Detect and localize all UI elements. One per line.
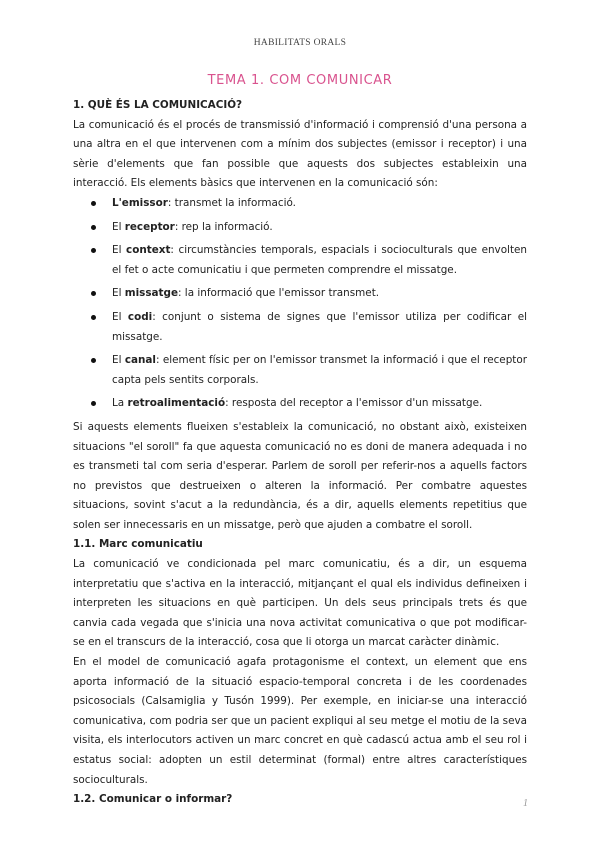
document-body xyxy=(73,96,527,810)
section-heading-1-2: 1.2. Comunicar o informar? xyxy=(73,793,233,806)
list-item-description: : circumstàncies temporals, espacials i socioculturals que envolten el fet o acte comunicatiu i que permeten comprendre el missatge. xyxy=(112,244,527,276)
section-heading-1-1: 1.1. Marc comunicatiu xyxy=(73,538,203,551)
list-item-description: : transmet la informació. xyxy=(167,196,296,209)
list-item-prefix: La xyxy=(112,397,128,410)
list-item-prefix: El xyxy=(112,310,128,323)
list-item-prefix: El xyxy=(112,287,125,300)
page-title: TEMA 1. COM COMUNICAR xyxy=(207,73,393,88)
list-item-term: context xyxy=(126,244,171,257)
list-item xyxy=(112,194,527,214)
list-item-term: canal xyxy=(124,354,156,367)
list-item-term: missatge xyxy=(124,287,178,300)
list-item-prefix: El xyxy=(112,220,125,233)
section-heading-1: 1. QUÈ ÉS LA COMUNICACIÓ? xyxy=(73,99,243,111)
list-item xyxy=(112,308,527,347)
noise-paragraph: Si aquests elements flueixen s'estableix la comunicació, no obstant això, existeixen situacions "el soroll" fa que aquesta comunicació no es doni de manera adequada i no es transmeti tal com seria d'esperar. Parlem de soroll per referir-nos a aquells factors no previstos que destrueixen o alteren la informació. Per combatre aquestes situacions, sovint s'acut a la redundància, és a dir, aquells elements repetitius que solen ser innecessaris en un missatge, però que ajuden a combatre el soroll. xyxy=(73,420,527,531)
list-item xyxy=(112,351,527,390)
list-item xyxy=(112,284,527,304)
page-number: 1 xyxy=(523,798,528,809)
list-item xyxy=(112,394,527,414)
list-item-description: : element físic per on l'emissor transmet la informació i que el receptor capta pels sentits corporals. xyxy=(112,354,527,386)
list-item-description: : la informació que l'emissor transmet. xyxy=(178,287,380,300)
list-item-term: retroalimentació xyxy=(127,397,226,410)
list-item xyxy=(112,218,527,238)
intro-paragraph: La comunicació és el procés de transmissió d'informació i comprensió d'una persona a una altra en el que intervenen com a mínim dos subjectes (emissor i receptor) i una sèrie d'elements que fan possible que aquests dos subjectes estableixin una interacció. Els elements bàsics que intervenen en la comunicació són: xyxy=(73,118,527,190)
list-item-term: receptor xyxy=(124,220,175,233)
list-item-description: : conjunt o sistema de signes que l'emissor utiliza per codificar el missatge. xyxy=(112,310,527,343)
list-item-prefix: El xyxy=(112,244,127,257)
list-item xyxy=(112,241,527,280)
list-item-description: : resposta del receptor a l'emissor d'un missatge. xyxy=(225,397,483,410)
list-item-description: : rep la informació. xyxy=(174,220,273,233)
list-item-term: codi xyxy=(127,310,153,323)
frame-paragraph-1: La comunicació ve condicionada pel marc comunicatiu, és a dir, un esquema interpretatiu que s'activa en la interacció, mitjançant el qual els individus defineixen i interpreten les situacions en què participen. Un dels seus principals trets és que canvia cada vegada que s'inicia una nova activitat comunicativa o que pot modificar-se en el transcurs de la interacció, cosa que li otorga un marcat caràcter dinàmic. xyxy=(73,558,527,649)
elements-list xyxy=(73,194,527,414)
running-header: HABILITATS ORALS xyxy=(253,38,347,48)
list-item-prefix: El xyxy=(112,354,125,367)
list-item-term: L'emissor xyxy=(112,196,168,209)
frame-paragraph-2: En el model de comunicació agafa protagonisme el context, un element que ens aporta informació de la situació espacio-temporal concreta i de les coordenades psicosocials (Calsamiglia y Tusón 1999). Per exemple, en iniciar-se una interacció comunicativa, com podria ser que un pacient expliqui al seu metge el motiu de la seva visita, els interlocutors activen un marc concret en què cadascú actua amb el seu rol i estatus social: adopten un estil determinat (formal) entre altres característiques socioculturals. xyxy=(73,656,527,786)
